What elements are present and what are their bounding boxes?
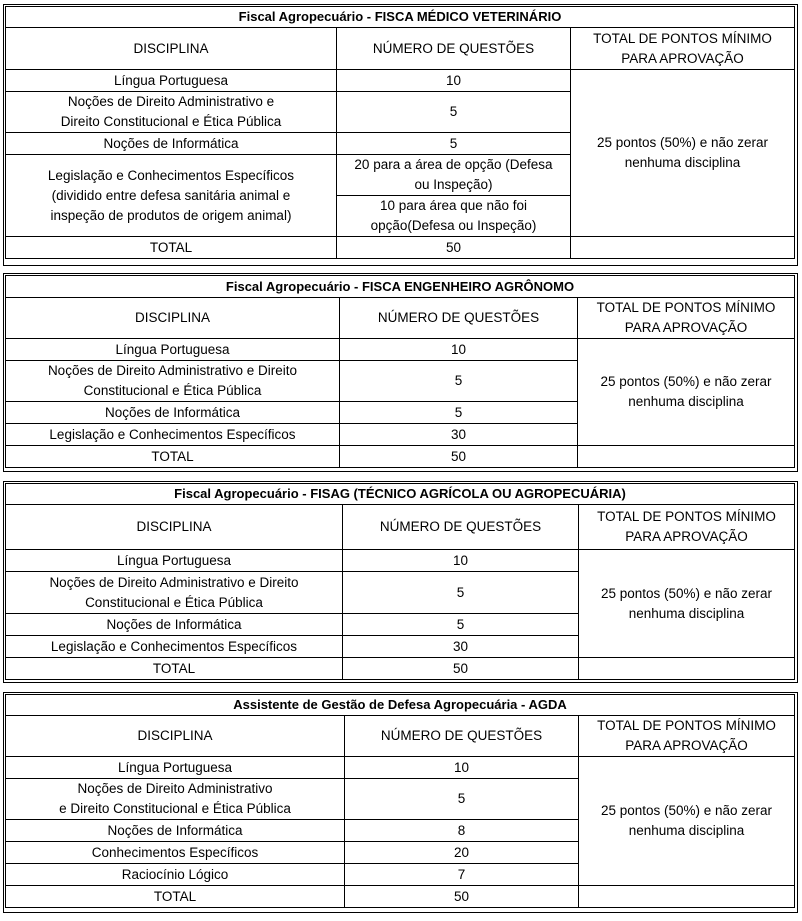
row-discipline-line: Legislação e Conhecimentos Específicos xyxy=(47,167,295,183)
row-discipline-line: e Direito Constitucional e Ética Pública xyxy=(59,801,291,816)
header-min-points-line: TOTAL DE PONTOS MÍNIMO xyxy=(597,718,776,733)
row-discipline xyxy=(6,572,343,614)
row-discipline: Língua Portuguesa xyxy=(6,70,337,92)
min-points-line: nenhuma disciplina xyxy=(628,605,745,621)
header-min-points xyxy=(579,505,795,550)
row-questions-option xyxy=(337,155,571,196)
total-label: TOTAL xyxy=(6,886,345,908)
row-discipline-line: Noções de Direito Administrativo xyxy=(77,781,273,796)
row-questions: 10 xyxy=(343,550,579,572)
row-discipline xyxy=(6,361,340,402)
row-discipline: Língua Portuguesa xyxy=(6,339,340,361)
row-discipline: Noções de Informática xyxy=(6,614,343,636)
header-min-points xyxy=(578,298,795,339)
total-value: 50 xyxy=(345,886,579,908)
table-title: Fiscal Agropecuário - FISCA ENGENHEIRO AGRÔNOMO xyxy=(6,276,795,298)
row-questions: 5 xyxy=(337,92,571,133)
min-points-cell xyxy=(579,550,795,658)
total-empty-cell xyxy=(571,237,795,259)
min-points-line: nenhuma disciplina xyxy=(628,394,744,409)
row-discipline: Língua Portuguesa xyxy=(6,550,343,572)
header-min-points-line: TOTAL DE PONTOS MÍNIMO xyxy=(596,300,776,315)
row-questions-line: ou Inspeção) xyxy=(414,177,493,192)
header-questions: NÚMERO DE QUESTÕES xyxy=(340,298,578,339)
total-empty-cell xyxy=(579,658,795,680)
row-discipline: Língua Portuguesa xyxy=(6,757,345,779)
header-min-points-line: TOTAL DE PONTOS MÍNIMO xyxy=(593,30,772,46)
row-questions: 30 xyxy=(343,636,579,658)
min-points-line: 25 pontos (50%) e não zerar xyxy=(596,135,769,150)
header-min-points-line: PARA APROVAÇÃO xyxy=(625,738,748,753)
row-questions: 8 xyxy=(345,820,579,842)
min-points-line: 25 pontos (50%) e não zerar xyxy=(600,374,772,389)
row-discipline: Raciocínio Lógico xyxy=(6,864,345,886)
row-questions: 5 xyxy=(340,361,578,402)
row-discipline-line: Noções de Direito Administrativo e Direito xyxy=(47,363,298,378)
header-questions: NÚMERO DE QUESTÕES xyxy=(345,716,579,757)
min-points-cell xyxy=(579,757,795,886)
total-label: TOTAL xyxy=(6,446,340,468)
row-discipline: Noções de Informática xyxy=(6,820,345,842)
row-discipline: Conhecimentos Específicos xyxy=(6,842,345,864)
min-points-line: 25 pontos (50%) e não zerar xyxy=(600,585,773,601)
min-points-line: nenhuma disciplina xyxy=(628,823,745,838)
row-questions: 5 xyxy=(340,402,578,424)
min-points-cell xyxy=(578,339,795,446)
row-discipline-line: Constitucional e Ética Pública xyxy=(83,383,262,398)
header-questions: NÚMERO DE QUESTÕES xyxy=(343,505,579,550)
row-questions-non-option xyxy=(337,196,571,237)
header-discipline: DISCIPLINA xyxy=(6,505,343,550)
header-min-points-line: TOTAL DE PONTOS MÍNIMO xyxy=(597,509,776,524)
row-questions: 20 xyxy=(345,842,579,864)
row-discipline-line: Noções de Direito Administrativo e xyxy=(67,94,275,109)
min-points-line: nenhuma disciplina xyxy=(624,155,741,170)
table-engenheiro-agronomo xyxy=(5,275,795,468)
row-questions: 5 xyxy=(343,572,579,614)
table-medico-veterinario xyxy=(5,6,795,259)
row-discipline-line: Direito Constitucional e Ética Pública xyxy=(60,114,282,129)
total-label: TOTAL xyxy=(6,658,343,680)
row-questions: 5 xyxy=(343,614,579,636)
row-discipline xyxy=(6,779,345,820)
header-min-points-line: PARA APROVAÇÃO xyxy=(625,529,748,544)
row-discipline xyxy=(6,92,337,133)
row-questions: 10 xyxy=(345,757,579,779)
row-discipline: Noções de Informática xyxy=(6,402,340,424)
total-empty-cell xyxy=(578,446,795,468)
row-questions: 5 xyxy=(337,133,571,155)
row-discipline: Noções de Informática xyxy=(6,133,337,155)
min-points-line: 25 pontos (50%) e não zerar xyxy=(600,803,773,818)
table-title: Fiscal Agropecuário - FISAG (TÉCNICO AGRÍCOLA OU AGROPECUÁRIA) xyxy=(6,484,795,505)
header-min-points-line: PARA APROVAÇÃO xyxy=(621,50,744,66)
row-questions-line: 20 para a área de opção (Defesa xyxy=(354,157,553,172)
row-discipline: Legislação e Conhecimentos Específicos xyxy=(6,424,340,446)
row-questions: 30 xyxy=(340,424,578,446)
row-discipline-line: inspeção de produtos de origem animal) xyxy=(50,207,292,223)
header-min-points xyxy=(571,28,795,70)
row-discipline-line: Constitucional e Ética Pública xyxy=(85,594,263,610)
header-min-points-line: PARA APROVAÇÃO xyxy=(624,320,748,335)
header-discipline: DISCIPLINA xyxy=(6,298,340,339)
header-min-points xyxy=(579,716,795,757)
total-value: 50 xyxy=(337,237,571,259)
row-discipline xyxy=(6,155,337,237)
row-questions: 10 xyxy=(340,339,578,361)
table-title: Assistente de Gestão de Defesa Agropecuária - AGDA xyxy=(6,695,795,716)
row-questions-line: opção(Defesa ou Inspeção) xyxy=(370,218,537,233)
row-questions: 10 xyxy=(337,70,571,92)
row-questions: 5 xyxy=(345,779,579,820)
total-label: TOTAL xyxy=(6,237,337,259)
row-questions-line: 10 para área que não foi xyxy=(379,198,528,213)
total-value: 50 xyxy=(340,446,578,468)
total-empty-cell xyxy=(579,886,795,908)
min-points-cell xyxy=(571,70,795,237)
row-discipline-line: (dividido entre defesa sanitária animal e xyxy=(51,187,291,203)
total-value: 50 xyxy=(343,658,579,680)
table-title: Fiscal Agropecuário - FISCA MÉDICO VETERINÁRIO xyxy=(6,7,795,28)
row-questions: 7 xyxy=(345,864,579,886)
header-discipline: DISCIPLINA xyxy=(6,716,345,757)
row-discipline-line: Noções de Direito Administrativo e Direito xyxy=(49,574,299,590)
header-questions: NÚMERO DE QUESTÕES xyxy=(337,28,571,70)
row-discipline: Legislação e Conhecimentos Específicos xyxy=(6,636,343,658)
header-discipline: DISCIPLINA xyxy=(6,28,337,70)
table-agda xyxy=(5,694,795,908)
table-fisag xyxy=(5,483,795,680)
